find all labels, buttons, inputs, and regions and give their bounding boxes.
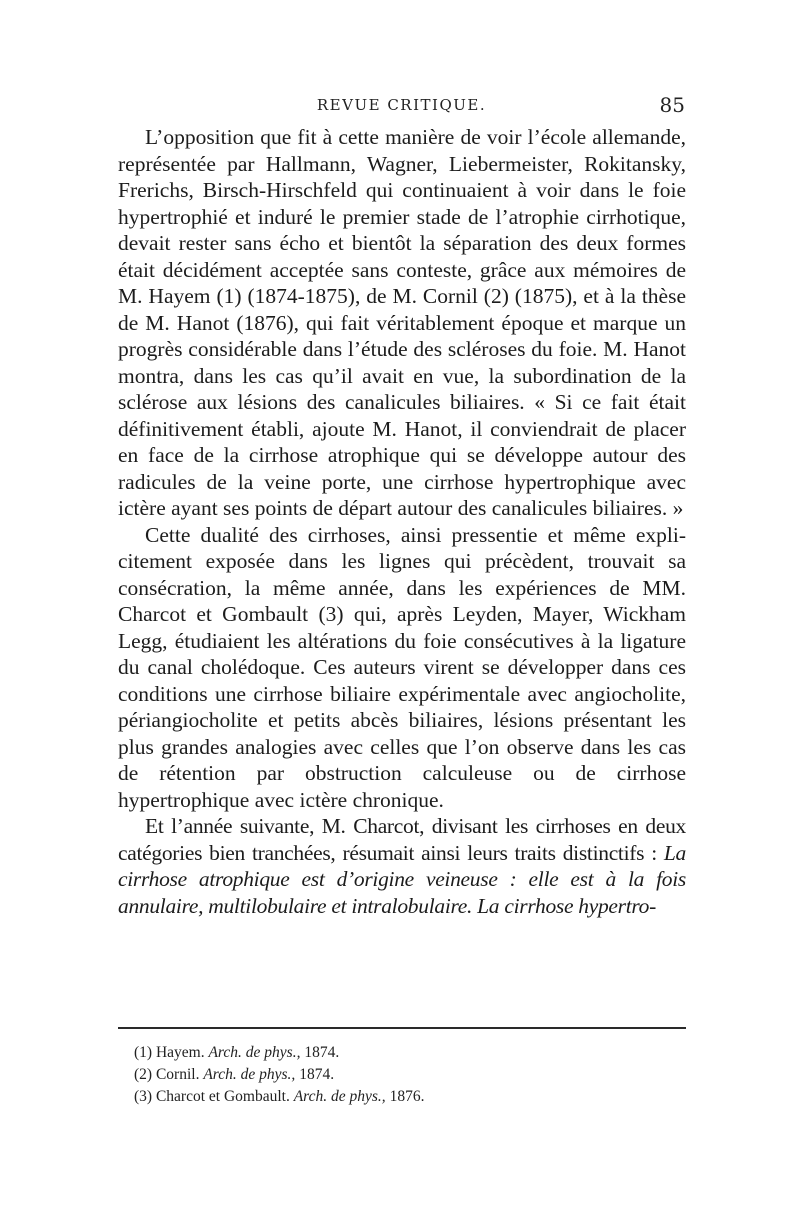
footnote-mark: (3)	[134, 1088, 153, 1105]
paragraph-3	[118, 813, 686, 919]
paragraph-3-lead: Et l’année suivante, M. Charcot, divisant les cirrhoses en deux catégories bien tranchées, résumait ainsi leurs traits distinctifs :	[118, 814, 686, 865]
footnote-journal: Arch. de phys.,	[208, 1044, 301, 1061]
footnote-mark: (1)	[134, 1044, 153, 1061]
footnote-3	[134, 1086, 674, 1108]
footnote-year: 1876.	[389, 1088, 425, 1105]
footnote-author: Charcot et Gombault.	[155, 1088, 290, 1105]
footnote-author: Hayem.	[155, 1044, 205, 1061]
running-title: REVUE CRITIQUE.	[316, 96, 487, 114]
body-text	[118, 124, 686, 919]
paragraph-2: Cette dualité des cirrhoses, ainsi pressentie et même explicitement exposée dans les lignes qui précèdent, trouvait sa consécration, la même année, dans les expériences de MM. Charcot et Gombault (3) qui, après Leyden, Mayer, Wickham Legg, étudiaient les altérations du foie consécutives à la ligature du canal cholédoque. Ces auteurs virent se développer dans ces conditions une cirrhose biliaire expérimentale avec angiocholite, périangiocholite et petits abcès biliaires, lésions présentant les plus grandes analogies avec celles que l’on observe dans les cas de rétention par obstruction calculeuse ou de cirrhose hypertrophique avec ictère chronique.	[118, 522, 686, 812]
page-number: 85	[659, 93, 685, 117]
footnote-author: Cornil.	[155, 1066, 200, 1083]
footnote-journal: Arch. de phys.,	[203, 1066, 296, 1083]
footnote-rule	[118, 1027, 686, 1029]
footnote-year: 1874.	[299, 1066, 335, 1083]
footnote-journal: Arch. de phys.,	[293, 1088, 386, 1105]
footnote-mark: (2)	[134, 1066, 153, 1083]
running-head	[118, 93, 685, 122]
footnote-2	[134, 1064, 674, 1086]
footnote-year: 1874.	[304, 1044, 340, 1061]
paragraph-1: L’opposition que fit à cette manière de voir l’école allemande, représentée par Hallmann, Wagner, Liebermeister, Rokitansky, Frerichs, Birsch-Hirschfeld qui continuaient à voir dans le foie hypertrophié et induré le premier stade de l’atrophie cirrhotique, devait rester sans écho et bientôt la séparation des deux formes était décidément acceptée sans conteste, grâce aux mémoires de M. Hayem (1) (1874-1875), de M. Cornil (2) (1875), et à la thèse de M. Hanot (1876), qui fait véritablement époque et marque un progrès considérable dans l’étude des scléroses du foie. M. Hanot montra, dans les cas qu’il avait en vue, la subordination de la sclérose aux lésions des canalicules biliaires. « Si ce fait était définitivement établi, ajoute M. Hanot, il conviendrait de placer en face de la cirrhose atrophique qui se développe autour des radicules de la veine porte, une cirrhose hypertrophique avec ictère ayant ses points de départ autour des canalicules biliaires. »	[118, 125, 686, 520]
footnote-1	[134, 1042, 674, 1064]
paragraph-3-italic-quote: La cirrhose atrophique est d’origine veineuse : elle est à la fois annulaire, multilobulaire et intralobulaire. La cirrhose hypertro-	[118, 840, 686, 918]
footnotes	[134, 1042, 674, 1108]
